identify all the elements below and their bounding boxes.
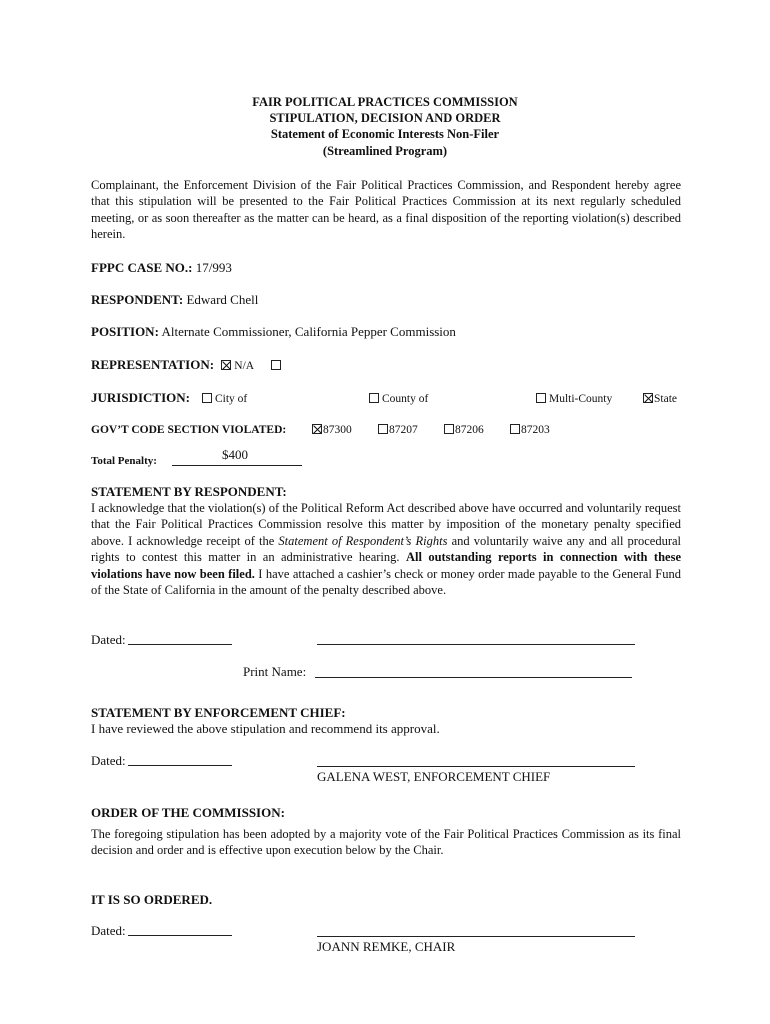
chair-signature-line[interactable] (317, 936, 635, 937)
jurisdiction-county (369, 391, 428, 407)
total-penalty-value[interactable]: $400 (222, 447, 248, 462)
representation-na-checkbox[interactable] (221, 360, 231, 370)
code-section-label: GOV’T CODE SECTION VIOLATED: (91, 424, 287, 436)
respondent-statement-heading: STATEMENT BY RESPONDENT: (91, 484, 287, 499)
respondent-dated-line[interactable] (128, 644, 232, 645)
position-value: Alternate Commissioner, California Pepper Commission (161, 324, 456, 339)
total-penalty-line (172, 465, 302, 466)
order-dated-label: Dated: (91, 923, 126, 938)
jurisdiction-state-label: State (654, 393, 677, 405)
representation-row (91, 357, 284, 374)
jurisdiction-county-label: County of (382, 393, 429, 405)
so-ordered: IT IS SO ORDERED. (91, 892, 213, 907)
respondent-statement-text (91, 500, 681, 598)
order-heading: ORDER OF THE COMMISSION: (91, 805, 285, 820)
code-87300-checkbox[interactable] (312, 424, 322, 434)
title-program: (Streamlined Program) (322, 144, 448, 158)
order-dated-line[interactable] (128, 935, 232, 936)
intro-paragraph: Complainant, the Enforcement Division of the Fair Political Practices Commission, and Respondent hereby agree that this stipulation will be presented to the Fair Political Practices Commission at its next regularly scheduled meeting, or as soon thereafter as the matter can be heard, as a final disposition of the reporting violation(s) described herein. (91, 178, 681, 242)
jurisdiction-city-checkbox[interactable] (202, 393, 212, 403)
code-87206 (444, 422, 484, 438)
respondent-signature-line[interactable] (317, 644, 635, 645)
respondent-statement-bold: All outstanding reports in connection with these violations have now been filed. (91, 550, 681, 581)
title-stipulation: STIPULATION, DECISION AND ORDER (269, 111, 501, 125)
jurisdiction-county-checkbox[interactable] (369, 393, 379, 403)
total-penalty-label: Total Penalty: (91, 455, 157, 467)
jurisdiction-multi-county (536, 391, 612, 407)
representation-label: REPRESENTATION: (91, 357, 215, 372)
jurisdiction-label: JURISDICTION: (91, 390, 190, 405)
enforcement-dated-label: Dated: (91, 753, 126, 768)
jurisdiction-state (643, 391, 677, 407)
jurisdiction-city-label: City of (215, 393, 248, 405)
case-number-label: FPPC CASE NO.: (91, 260, 193, 275)
case-number-row (91, 260, 232, 276)
code-87203-label: 87203 (521, 424, 550, 436)
code-87206-label: 87206 (455, 424, 484, 436)
code-87206-checkbox[interactable] (444, 424, 454, 434)
case-number-value: 17/993 (195, 260, 232, 275)
title-commission: FAIR POLITICAL PRACTICES COMMISSION (252, 95, 518, 109)
code-87207 (378, 422, 418, 438)
chair-signer: JOANN REMKE, CHAIR (317, 939, 456, 954)
respondent-statement-part-a: I acknowledge that the violation(s) of the Political Reform Act described above have occurred and voluntarily request that the Fair Political Practices Commission resolve this matter by imposition of the monetary penalty specified above. I acknowledge receipt of the (91, 501, 681, 548)
title-statement: Statement of Economic Interests Non-Filer (270, 127, 500, 141)
jurisdiction-city (202, 391, 247, 407)
enforcement-text: I have reviewed the above stipulation and recommend its approval. (91, 721, 440, 736)
code-87203-checkbox[interactable] (510, 424, 520, 434)
order-text: The foregoing stipulation has been adopted by a majority vote of the Fair Political Practices Commission as its final decision and order and is effective upon execution below by the Chair. (91, 827, 681, 858)
respondent-statement-part-b: and voluntarily waive any and all procedural rights to contest this matter in an administrative hearing. (91, 533, 681, 565)
code-87300 (312, 422, 352, 438)
representation-other-checkbox[interactable] (271, 360, 281, 370)
jurisdiction-multi-county-label: Multi-County (549, 393, 613, 405)
jurisdiction-state-checkbox[interactable] (643, 393, 653, 403)
print-name-line[interactable] (315, 677, 632, 678)
enforcement-signature-line[interactable] (317, 766, 635, 767)
respondent-statement-part-c: I have attached a cashier’s check or money order made payable to the General Fund of the State of California in the amount of the penalty described above. (91, 566, 681, 598)
respondent-dated-label: Dated: (91, 632, 126, 647)
enforcement-heading: STATEMENT BY ENFORCEMENT CHIEF: (91, 705, 346, 720)
enforcement-dated-line[interactable] (128, 765, 232, 766)
respondent-row (91, 292, 258, 308)
enforcement-signer: GALENA WEST, ENFORCEMENT CHIEF (317, 769, 551, 784)
representation-na-label: N/A (234, 360, 255, 372)
respondent-label: RESPONDENT: (91, 292, 184, 307)
code-87300-label: 87300 (323, 424, 352, 436)
position-row (91, 324, 456, 340)
respondent-value: Edward Chell (186, 292, 259, 307)
code-87203 (510, 422, 550, 438)
code-87207-checkbox[interactable] (378, 424, 388, 434)
position-label: POSITION: (91, 324, 159, 339)
jurisdiction-multi-county-checkbox[interactable] (536, 393, 546, 403)
code-87207-label: 87207 (389, 424, 418, 436)
print-name-label: Print Name: (243, 664, 307, 679)
respondent-rights-title: Statement of Respondent’s Rights (278, 533, 448, 548)
